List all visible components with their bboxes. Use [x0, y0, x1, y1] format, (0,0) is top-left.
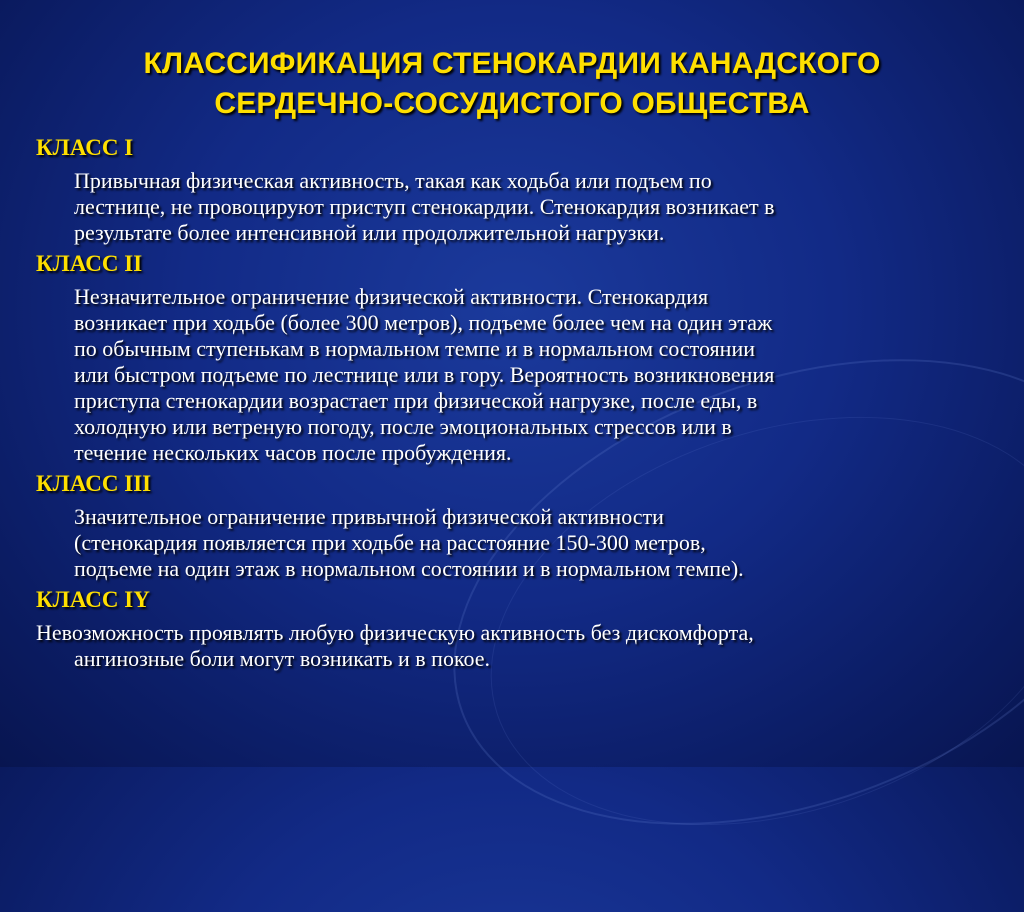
class-2-line: течение нескольких часов после пробуждения. — [74, 440, 512, 465]
class-4-heading: КЛАСС IY — [36, 587, 150, 612]
class-1-line: Привычная физическая активность, такая как ходьба или подъем по — [74, 168, 712, 193]
class-2-line: по обычным ступенькам в нормальном темпе и в нормальном состоянии — [74, 336, 755, 361]
slide-content — [36, 134, 996, 672]
class-3-heading: КЛАСС III — [36, 471, 152, 496]
class-3-line: Значительное ограничение привычной физической активности — [74, 504, 664, 529]
class-4-block — [36, 586, 996, 672]
class-1-block — [36, 134, 996, 246]
class-2-description — [36, 284, 996, 466]
class-1-line: лестнице, не провоцируют приступ стенокардии. Стенокардия возникает в — [74, 194, 775, 219]
slide-title-line-2: СЕРДЕЧНО-СОСУДИСТОГО ОБЩЕСТВА — [214, 87, 810, 120]
class-2-block — [36, 250, 996, 466]
class-2-line: приступа стенокардии возрастает при физической нагрузке, после еды, в — [74, 388, 758, 413]
slide-title-line-1: КЛАССИФИКАЦИЯ СТЕНОКАРДИИ КАНАДСКОГО — [143, 47, 881, 80]
class-4-line: Невозможность проявлять любую физическую активность без дискомфорта, — [36, 620, 754, 645]
class-3-line: (стенокардия появляется при ходьбе на расстояние 150-300 метров, — [74, 530, 706, 555]
class-4-description — [36, 620, 996, 672]
slide-title — [0, 44, 1024, 124]
class-1-description — [36, 168, 996, 246]
class-3-line: подъеме на один этаж в нормальном состоянии и в нормальном темпе). — [74, 556, 744, 581]
class-2-line: Незначительное ограничение физической активности. Стенокардия — [74, 284, 709, 309]
class-3-block — [36, 470, 996, 582]
class-2-line: возникает при ходьбе (более 300 метров), подъеме более чем на один этаж — [74, 310, 773, 335]
class-2-heading: КЛАСС II — [36, 251, 143, 276]
class-1-heading: КЛАСС I — [36, 135, 134, 160]
class-2-line: холодную или ветреную погоду, после эмоциональных стрессов или в — [74, 414, 732, 439]
class-2-line: или быстром подъеме по лестнице или в гору. Вероятность возникновения — [74, 362, 775, 387]
class-1-line: результате более интенсивной или продолжительной нагрузки. — [74, 220, 665, 245]
class-3-description — [36, 504, 996, 582]
class-4-line: ангинозные боли могут возникать и в покое. — [74, 646, 491, 671]
